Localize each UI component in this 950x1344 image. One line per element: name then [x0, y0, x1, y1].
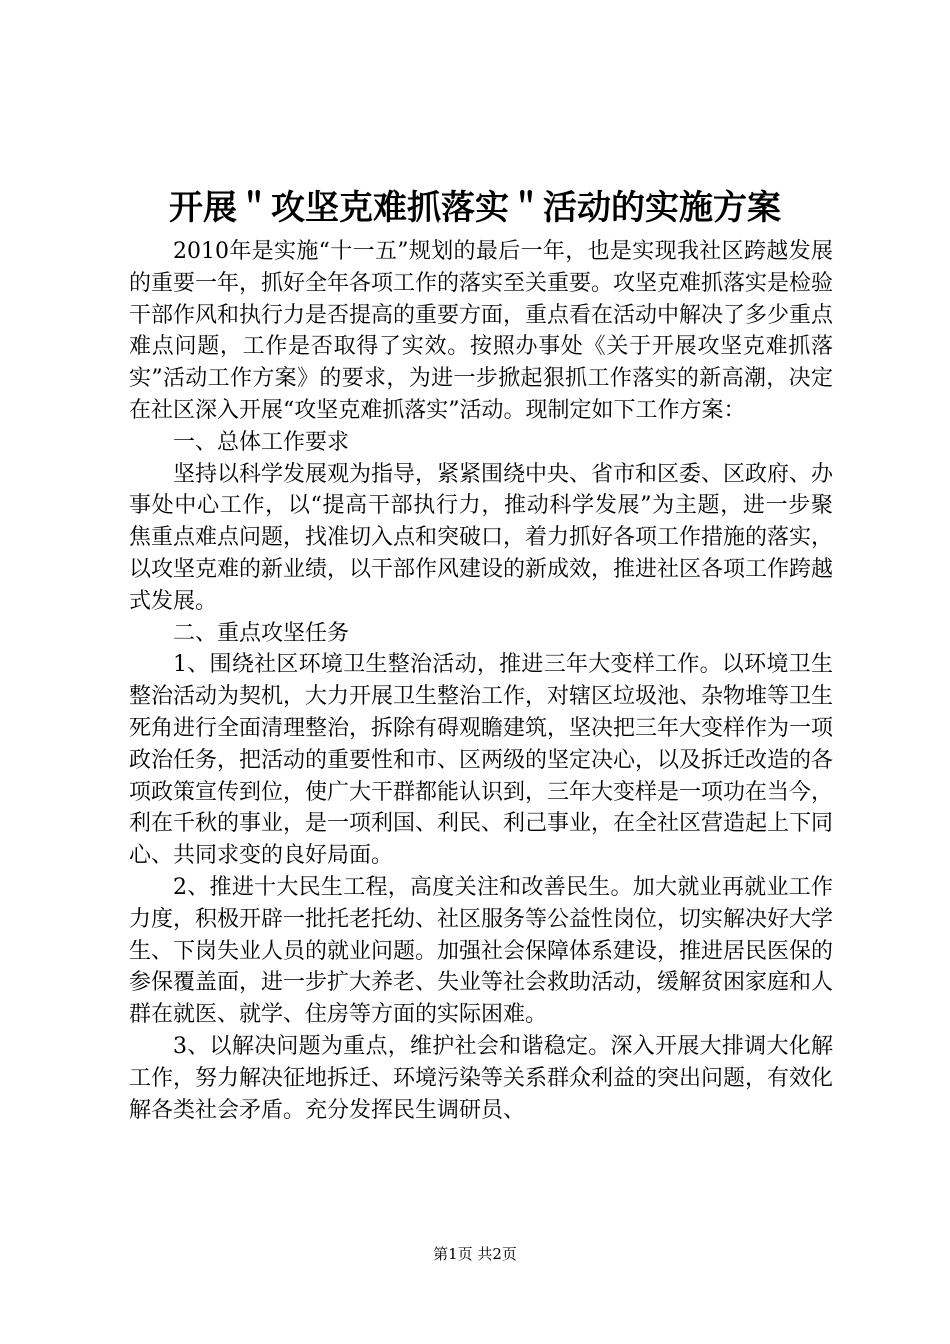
document-title: 开展＂攻坚克难抓落实＂活动的实施方案: [169, 188, 781, 228]
paragraph-task-2: 2、推进十大民生工程，高度关注和改善民生。加大就业再就业工作力度，积极开辟一批托老托幼、社区服务等公益性岗位，切实解决好大学生、下岗失业人员的就业问题。加强社会保障体系建设，推进居民医保的参保覆盖面，进一步扩大养老、失业等社会救助活动，缓解贫困家庭和人群在就医、就学、住房等方面的实际困难。: [129, 874, 834, 1028]
section-heading-2: 二、重点攻坚任务: [173, 620, 350, 646]
paragraph-task-3: 3、以解决问题为重点，维护社会和谐稳定。深入开展大排调大化解工作，努力解决征地拆迁、环境污染等关系群众利益的突出问题，有效化解各类社会矛盾。充分发挥民生调研员、: [129, 1033, 834, 1123]
section-heading-1: 一、总体工作要求: [173, 429, 350, 455]
paragraph-overall-requirements: 坚持以科学发展观为指导，紧紧围绕中央、省市和区委、区政府、办事处中心工作，以“提高干部执行力，推动科学发展”为主题，进一步聚焦重点难点问题，找准切入点和突破口，着力抓好各项工作措施的落实，以攻坚克难的新业绩，以干部作风建设的新成效，推进社区各项工作跨越式发展。: [129, 461, 834, 614]
paragraph-intro: 2010年是实施“十一五”规划的最后一年，也是实现我社区跨越发展的重要一年，抓好全年各项工作的落实至关重要。攻坚克难抓落实是检验干部作风和执行力是否提高的重要方面，重点看在活动中解决了多少重点难点问题，工作是否取得了实效。按照办事处《关于开展攻坚克难抓落实”活动工作方案》的要求，为进一步掀起狠抓工作落实的新高潮，决定在社区深入开展“攻坚克难抓落实”活动。现制定如下工作方案：: [129, 239, 834, 423]
page-number-footer: 第1页 共2页: [433, 1245, 517, 1263]
paragraph-task-1: 1、围绕社区环境卫生整治活动，推进三年大变样工作。以环境卫生整治活动为契机，大力开展卫生整治工作，对辖区垃圾池、杂物堆等卫生死角进行全面清理整治，拆除有碍观瞻建筑，坚决把三年大变样作为一项政治任务，把活动的重要性和市、区两级的坚定决心，以及拆迁改造的各项政策宣传到位，使广大干群都能认识到，三年大变样是一项功在当今，利在千秋的事业，是一项利国、利民、利己事业，在全社区营造起上下同心、共同求变的良好局面。: [129, 652, 834, 869]
document-body: [129, 236, 833, 1126]
